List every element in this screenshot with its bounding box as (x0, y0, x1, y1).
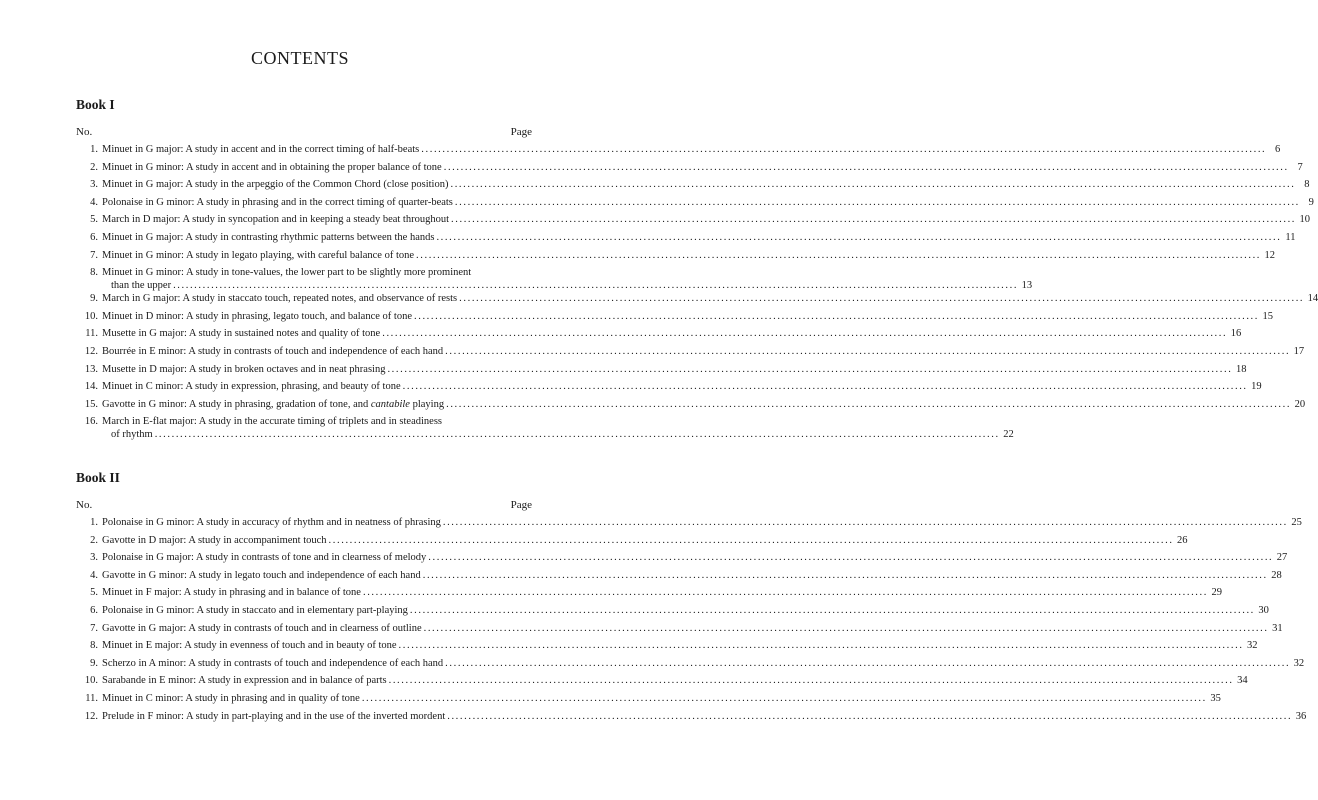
toc-entry (76, 213, 1311, 231)
entry-page-number: 34 (1237, 675, 1248, 687)
dot-leader: ........................................................................................................................................................................................................ (362, 587, 1208, 599)
toc-entry (76, 266, 1033, 292)
dot-leader: ........................................................................................................................................................................................................ (459, 293, 1305, 305)
entry-line (102, 586, 1222, 599)
entry-body (102, 516, 1302, 534)
column-headers (76, 499, 532, 516)
entry-title: Bourrée in E minor: A study in contrasts of touch and independence of each hand (102, 345, 444, 357)
entry-body (102, 380, 1262, 398)
entry-page-number: 11 (1285, 231, 1296, 243)
toc-entry (76, 161, 1303, 179)
entry-page-number: 19 (1251, 381, 1262, 393)
entry-number: 12. (84, 345, 98, 357)
entry-line (102, 569, 1282, 582)
dot-leader: ........................................................................................................................................................................................................ (442, 517, 1288, 528)
toc-entry (76, 292, 1318, 310)
entry-page-number: 8 (1304, 179, 1310, 191)
entry-number: 2. (90, 534, 98, 546)
toc-entry (76, 415, 1014, 441)
entry-number: 13. (84, 363, 98, 375)
entry-line (102, 551, 1288, 564)
entry-number: 1. (90, 517, 98, 528)
entry-line (102, 398, 1306, 411)
entry-title: Minuet in G minor: A study in legato playing, with careful balance of tone (102, 249, 415, 261)
entry-line (102, 196, 1314, 209)
entry-body (102, 622, 1283, 640)
entry-title: Polonaise in G minor: A study in phrasing and in the correct timing of quarter-beats (102, 196, 453, 208)
entry-title: Minuet in E major: A study in evenness of touch and in beauty of tone (102, 640, 397, 652)
toc-entry (76, 380, 1262, 398)
entry-title: March in D major: A study in syncopation and in keeping a steady beat throughout (102, 214, 450, 226)
dot-leader: ........................................................................................................................................................................................................ (428, 552, 1274, 564)
entry-body (102, 534, 1188, 552)
toc-entry (76, 398, 1306, 416)
toc-entry (76, 692, 1221, 710)
entry-number: 7. (90, 622, 98, 634)
entry-body (102, 551, 1288, 569)
entry-line (102, 266, 532, 279)
dot-leader: ........................................................................................................................................................................................................ (446, 398, 1292, 410)
toc-entry (76, 586, 1222, 604)
entry-page-number: 15 (1262, 310, 1273, 322)
entry-line (102, 310, 1273, 323)
entry-title: March in E-flat major: A study in the accurate timing of triplets and in steadiness (102, 416, 442, 428)
entry-body (102, 231, 1296, 249)
entry-number: 3. (90, 552, 98, 564)
toc-entry (76, 674, 1248, 692)
entry-number: 1. (90, 144, 98, 155)
entry-body (102, 398, 1306, 416)
entry-number: 7. (90, 249, 98, 261)
entry-title-italic: cantabile (370, 398, 410, 410)
dot-leader: ........................................................................................................................................................................................................ (388, 675, 1234, 687)
toc-entry (76, 310, 1273, 328)
entry-number: 12. (84, 710, 98, 722)
entry-title: Minuet in G major: A study in contrasting rhythmic patterns between the hands (102, 231, 435, 243)
entry-number: 11. (85, 328, 98, 340)
entry-title: Minuet in G minor: A study in tone-values, the lower part to be slightly more prominent (102, 267, 472, 279)
entry-line (102, 363, 1247, 376)
entry-body (102, 292, 1318, 310)
entry-title: Minuet in C minor: A study in phrasing and in quality of tone (102, 692, 360, 704)
entry-number: 3. (90, 179, 98, 191)
dot-leader: ........................................................................................................................................................................................................ (454, 196, 1300, 208)
entry-page-number: 16 (1230, 328, 1242, 340)
dot-leader: ........................................................................................................................................................................................................ (451, 214, 1297, 226)
entry-title-text: Gavotte in G minor: A study in phrasing, gradation of tone, and (102, 398, 371, 410)
toc-entry (76, 345, 1305, 363)
entry-title (102, 398, 444, 411)
toc-entry (76, 231, 1296, 249)
entry-page-number: 26 (1177, 534, 1188, 546)
entry-page-number: 20 (1294, 398, 1306, 410)
entry-number: 10. (84, 675, 98, 687)
book-heading: Book II (76, 470, 120, 485)
entry-page-number: 22 (1003, 429, 1014, 441)
entry-title: Musette in G major: A study in sustained notes and quality of tone (102, 328, 381, 340)
entry-title: Polonaise in G minor: A study in staccato and in elementary part-playing (102, 604, 408, 616)
entry-title: Sarabande in E minor: A study in expression and in balance of parts (102, 675, 387, 687)
dot-leader: ........................................................................................................................................................................................................ (387, 363, 1233, 375)
entry-number: 2. (90, 161, 98, 173)
toc-entry (76, 327, 1242, 345)
entry-body (102, 710, 1307, 728)
entry-page-number: 13 (1021, 280, 1033, 292)
entry-title: March in G major: A study in staccato touch, repeated notes, and observance of rests (102, 293, 458, 305)
dot-leader: ........................................................................................................................................................................................................ (416, 249, 1262, 261)
entry-title: Minuet in D minor: A study in phrasing, legato touch, and balance of tone (102, 310, 412, 322)
entry-number: 4. (90, 569, 98, 581)
entry-body (102, 415, 1014, 441)
entry-line (102, 428, 1014, 441)
entry-line (102, 249, 1276, 262)
entry-page-number: 12 (1264, 249, 1276, 261)
entry-number: 8. (90, 640, 98, 652)
entry-body (102, 213, 1311, 231)
entry-number: 6. (90, 231, 98, 243)
entry-line (102, 213, 1311, 226)
entry-page-number: 6 (1275, 144, 1281, 155)
entry-page-number: 29 (1211, 587, 1222, 599)
toc-entry (76, 143, 1281, 161)
dot-leader: ........................................................................................................................................................................................................ (445, 657, 1291, 669)
entry-page-number: 30 (1258, 604, 1269, 616)
entry-number: 10. (84, 310, 98, 322)
toc-entry (76, 604, 1269, 622)
toc-entry (76, 622, 1283, 640)
column-headers (76, 126, 532, 143)
entry-line (102, 534, 1188, 547)
entry-line (102, 292, 1318, 305)
entry-title: Minuet in G major: A study in the arpeggio of the Common Chord (close position) (102, 179, 449, 191)
toc-entry (76, 551, 1288, 569)
toc-entry (76, 516, 1302, 534)
entry-line (102, 415, 532, 428)
entry-title-continued: of rhythm (111, 429, 153, 441)
dot-leader: ........................................................................................................................................................................................................ (409, 604, 1255, 616)
entry-body (102, 569, 1282, 587)
dot-leader: ........................................................................................................................................................................................................ (382, 328, 1228, 340)
entry-title-continued: than the upper (111, 280, 172, 292)
entry-body (102, 674, 1248, 692)
toc-entry (76, 363, 1247, 381)
entry-line (102, 327, 1242, 340)
entry-number: 4. (90, 196, 98, 208)
dot-leader: ........................................................................................................................................................................................................ (436, 231, 1282, 243)
page-title: CONTENTS (251, 48, 349, 68)
entry-body (102, 310, 1273, 328)
entry-body (102, 196, 1314, 214)
entry-list (76, 143, 1318, 441)
entry-body (102, 161, 1303, 179)
entry-title: Minuet in F major: A study in phrasing and in balance of tone (102, 587, 361, 599)
entry-title: Scherzo in A minor: A study in contrasts of touch and independence of each hand (102, 657, 444, 669)
entry-page-number: 17 (1293, 345, 1305, 357)
number-column-header: No. (76, 499, 93, 511)
dot-leader: ........................................................................................................................................................................................................ (154, 429, 1000, 441)
entry-title: Minuet in G major: A study in accent and in the correct timing of half-beats (102, 144, 420, 155)
entry-body (102, 249, 1276, 267)
entry-page-number: 25 (1291, 517, 1302, 528)
entry-line (102, 231, 1296, 244)
dot-leader: ........................................................................................................................................................................................................ (443, 161, 1289, 173)
entry-page-number: 28 (1271, 569, 1282, 581)
entry-body (102, 639, 1258, 657)
entry-number: 6. (90, 604, 98, 616)
entry-body (102, 363, 1247, 381)
entry-line (102, 345, 1305, 358)
entry-title: Polonaise in G minor: A study in accuracy of rhythm and in neatness of phrasing (102, 517, 441, 528)
entry-body (102, 657, 1305, 675)
toc-entry (76, 178, 1310, 196)
entry-page-number: 27 (1276, 552, 1288, 564)
entry-number: 5. (90, 214, 98, 226)
entry-number: 14. (84, 381, 98, 393)
number-column-header: No. (76, 126, 93, 138)
toc-entry (76, 710, 1307, 728)
dot-leader: ........................................................................................................................................................................................................ (402, 381, 1248, 393)
entry-number: 5. (90, 587, 98, 599)
entry-title: Minuet in G minor: A study in accent and in obtaining the proper balance of tone (102, 161, 442, 173)
dot-leader: ........................................................................................................................................................................................................ (328, 534, 1174, 546)
entry-body (102, 327, 1242, 345)
entry-line (102, 161, 1303, 174)
entry-line (102, 639, 1258, 652)
entry-line (102, 516, 1302, 529)
toc-entry (76, 657, 1305, 675)
entry-title: Gavotte in G major: A study in contrasts of touch and in clearness of outline (102, 622, 422, 634)
entry-line (102, 279, 1033, 292)
dot-leader: ........................................................................................................................................................................................................ (450, 179, 1296, 191)
entry-list (76, 516, 1307, 727)
entry-line (102, 178, 1310, 191)
entry-title: Minuet in C minor: A study in expression, phrasing, and beauty of tone (102, 381, 401, 393)
entry-title-continued: playing (409, 398, 445, 410)
entry-line (102, 622, 1283, 635)
dot-leader: ........................................................................................................................................................................................................ (422, 569, 1268, 581)
entry-line (102, 692, 1221, 705)
entry-page-number: 9 (1308, 196, 1314, 208)
entry-body (102, 345, 1305, 363)
toc-entry (76, 569, 1282, 587)
entry-line (102, 604, 1269, 617)
entry-number: 9. (90, 657, 98, 669)
entry-body (102, 692, 1221, 710)
entry-page-number: 18 (1235, 363, 1247, 375)
entry-line (102, 674, 1248, 687)
entry-body (102, 604, 1269, 622)
entry-body (102, 178, 1310, 196)
page-column-header: Page (510, 126, 532, 138)
book-heading: Book I (76, 97, 115, 112)
entry-title: Musette in D major: A study in broken octaves and in neat phrasing (102, 363, 386, 375)
entry-page-number: 35 (1210, 692, 1221, 704)
entry-body (102, 143, 1281, 161)
entry-page-number: 10 (1299, 214, 1311, 226)
entry-number: 11. (85, 692, 98, 704)
entry-title: Polonaise in G major: A study in contrasts of tone and in clearness of melody (102, 552, 427, 564)
entry-number: 9. (90, 293, 98, 305)
entry-line (102, 710, 1307, 723)
entry-page-number: 31 (1272, 622, 1283, 634)
toc-entry (76, 639, 1258, 657)
toc-entry (76, 249, 1276, 267)
dot-leader: ........................................................................................................................................................................................................ (398, 640, 1244, 652)
dot-leader: ........................................................................................................................................................................................................ (445, 345, 1291, 357)
toc-entry (76, 196, 1314, 214)
entry-line (102, 380, 1262, 393)
entry-body (102, 266, 1033, 292)
entry-page-number: 14 (1307, 293, 1318, 305)
book-2-section (76, 470, 1307, 727)
entry-page-number: 36 (1295, 710, 1307, 722)
entry-number: 15. (84, 398, 98, 410)
dot-leader: ........................................................................................................................................................................................................ (361, 692, 1207, 704)
toc-entry (76, 534, 1188, 552)
entry-title: Gavotte in G minor: A study in legato touch and independence of each hand (102, 569, 421, 581)
entry-line (102, 657, 1305, 670)
entry-number: 8. (90, 267, 98, 279)
entry-page-number: 32 (1247, 640, 1258, 652)
page-column-header: Page (510, 499, 532, 511)
entry-title: Gavotte in D major: A study in accompaniment touch (102, 534, 327, 546)
entry-page-number: 32 (1293, 657, 1305, 669)
dot-leader: ........................................................................................................................................................................................................ (414, 310, 1259, 322)
entry-page-number: 7 (1297, 161, 1303, 173)
dot-leader: ........................................................................................................................................................................................................ (173, 280, 1019, 292)
entry-title: Prelude in F minor: A study in part-playing and in the use of the inverted mordent (102, 710, 446, 722)
entry-body (102, 586, 1222, 604)
book-1-section (76, 97, 1318, 441)
dot-leader: ........................................................................................................................................................................................................ (423, 622, 1269, 634)
entry-number: 16. (84, 416, 98, 428)
dot-leader: ........................................................................................................................................................................................................ (421, 144, 1267, 155)
dot-leader: ........................................................................................................................................................................................................ (447, 710, 1293, 722)
entry-line (102, 143, 1281, 156)
